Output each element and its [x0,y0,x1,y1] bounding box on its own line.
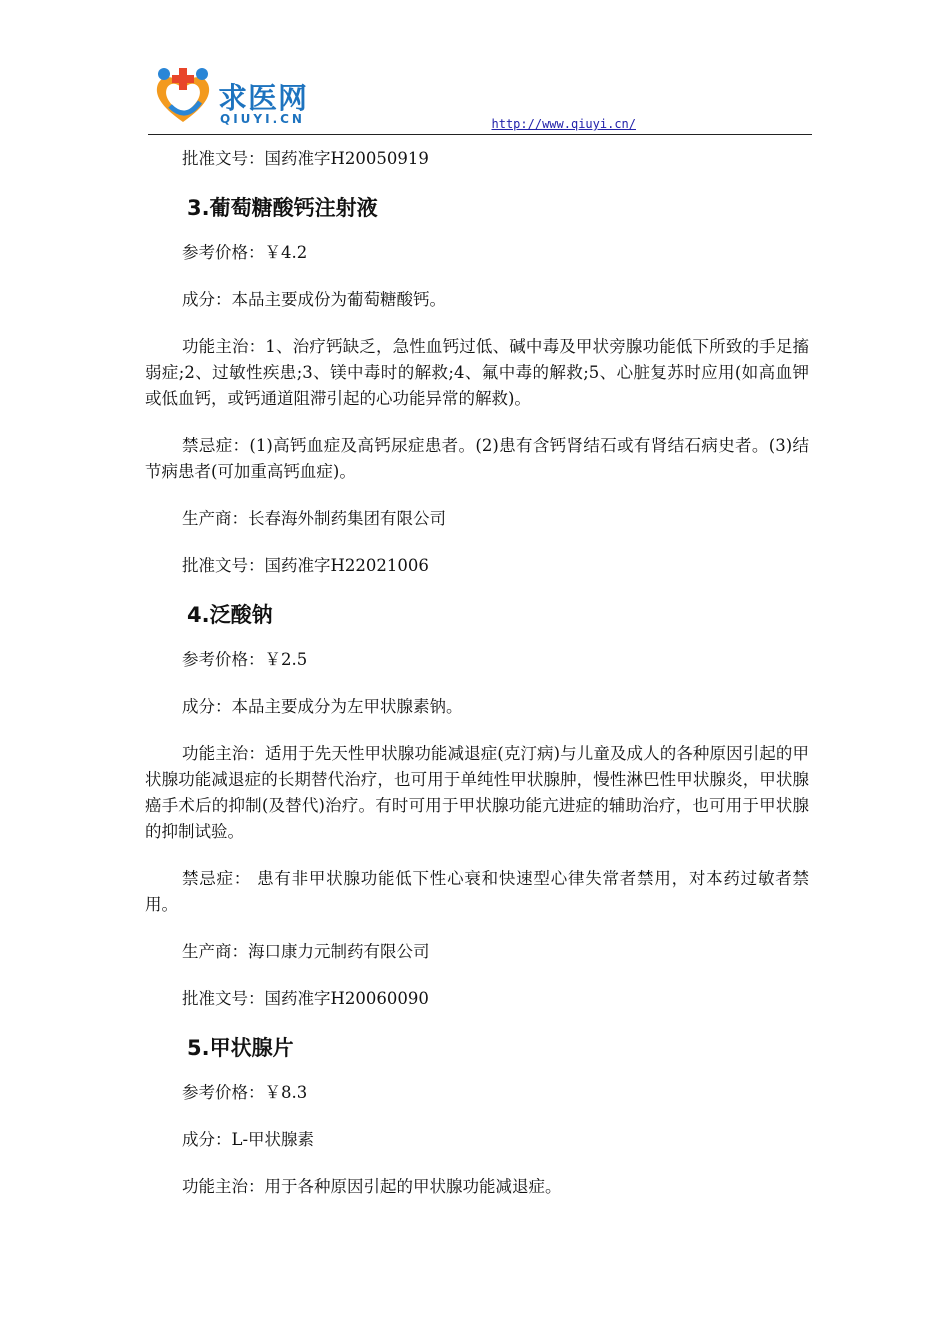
drug-title: 5.甲状腺片 [187,1036,294,1060]
reference-price: 参考价格：￥4.2 [182,243,308,262]
logo-english-text: QIUYI.CN [220,112,305,126]
contraindications: 禁忌症： 患有非甲状腺功能低下性心衰和快速型心律失常者禁用，对本药过敏者禁用。 [145,869,809,914]
ingredients: 成分：L-甲状腺素 [182,1130,315,1149]
approval-number: 批准文号：国药准字H20050919 [182,149,429,168]
document-body [145,146,809,1221]
qiuyi-logo[interactable] [150,62,325,130]
drug-title: 4.泛酸钠 [187,603,273,627]
reference-price: 参考价格：￥2.5 [182,650,308,669]
contraindications: 禁忌症：(1)高钙血症及高钙尿症患者。(2)患有含钙肾结石或有肾结石病史者。(3)结节病患者(可加重高钙血症)。 [145,436,809,481]
manufacturer: 生产商：长春海外制药集团有限公司 [182,509,446,528]
manufacturer: 生产商：海口康力元制药有限公司 [182,942,430,961]
indications: 功能主治：用于各种原因引起的甲状腺功能减退症。 [182,1177,562,1196]
indications: 功能主治：适用于先天性甲状腺功能减退症(克汀病)与儿童及成人的各种原因引起的甲状腺功能减退症的长期替代治疗，也可用于单纯性甲状腺肿，慢性淋巴性甲状腺炎，甲状腺癌手术后的抑制(及替代)治疗。有时可用于甲状腺功能亢进症的辅助治疗，也可用于甲状腺的抑制试验。 [145,744,809,841]
heart-cross-logo-icon [150,62,216,128]
approval-number: 批准文号：国药准字H20060090 [182,989,429,1008]
ingredients: 成分：本品主要成份为葡萄糖酸钙。 [182,290,446,309]
page-header [148,62,812,135]
site-url-link[interactable]: http://www.qiuyi.cn/ [491,117,636,131]
indications: 功能主治：1、治疗钙缺乏，急性血钙过低、碱中毒及甲状旁腺功能低下所致的手足搐弱症;2、过敏性疾患;3、镁中毒时的解救;4、氟中毒的解救;5、心脏复苏时应用(如高血钾或低血钙，或钙通道阻滞引起的心功能异常的解救)。 [145,337,809,408]
ingredients: 成分：本品主要成分为左甲状腺素钠。 [182,697,463,716]
reference-price: 参考价格：￥8.3 [182,1083,308,1102]
logo-chinese-text: 求医网 [218,81,309,115]
drug-title: 3.葡萄糖酸钙注射液 [187,196,378,220]
approval-number: 批准文号：国药准字H22021006 [182,556,429,575]
